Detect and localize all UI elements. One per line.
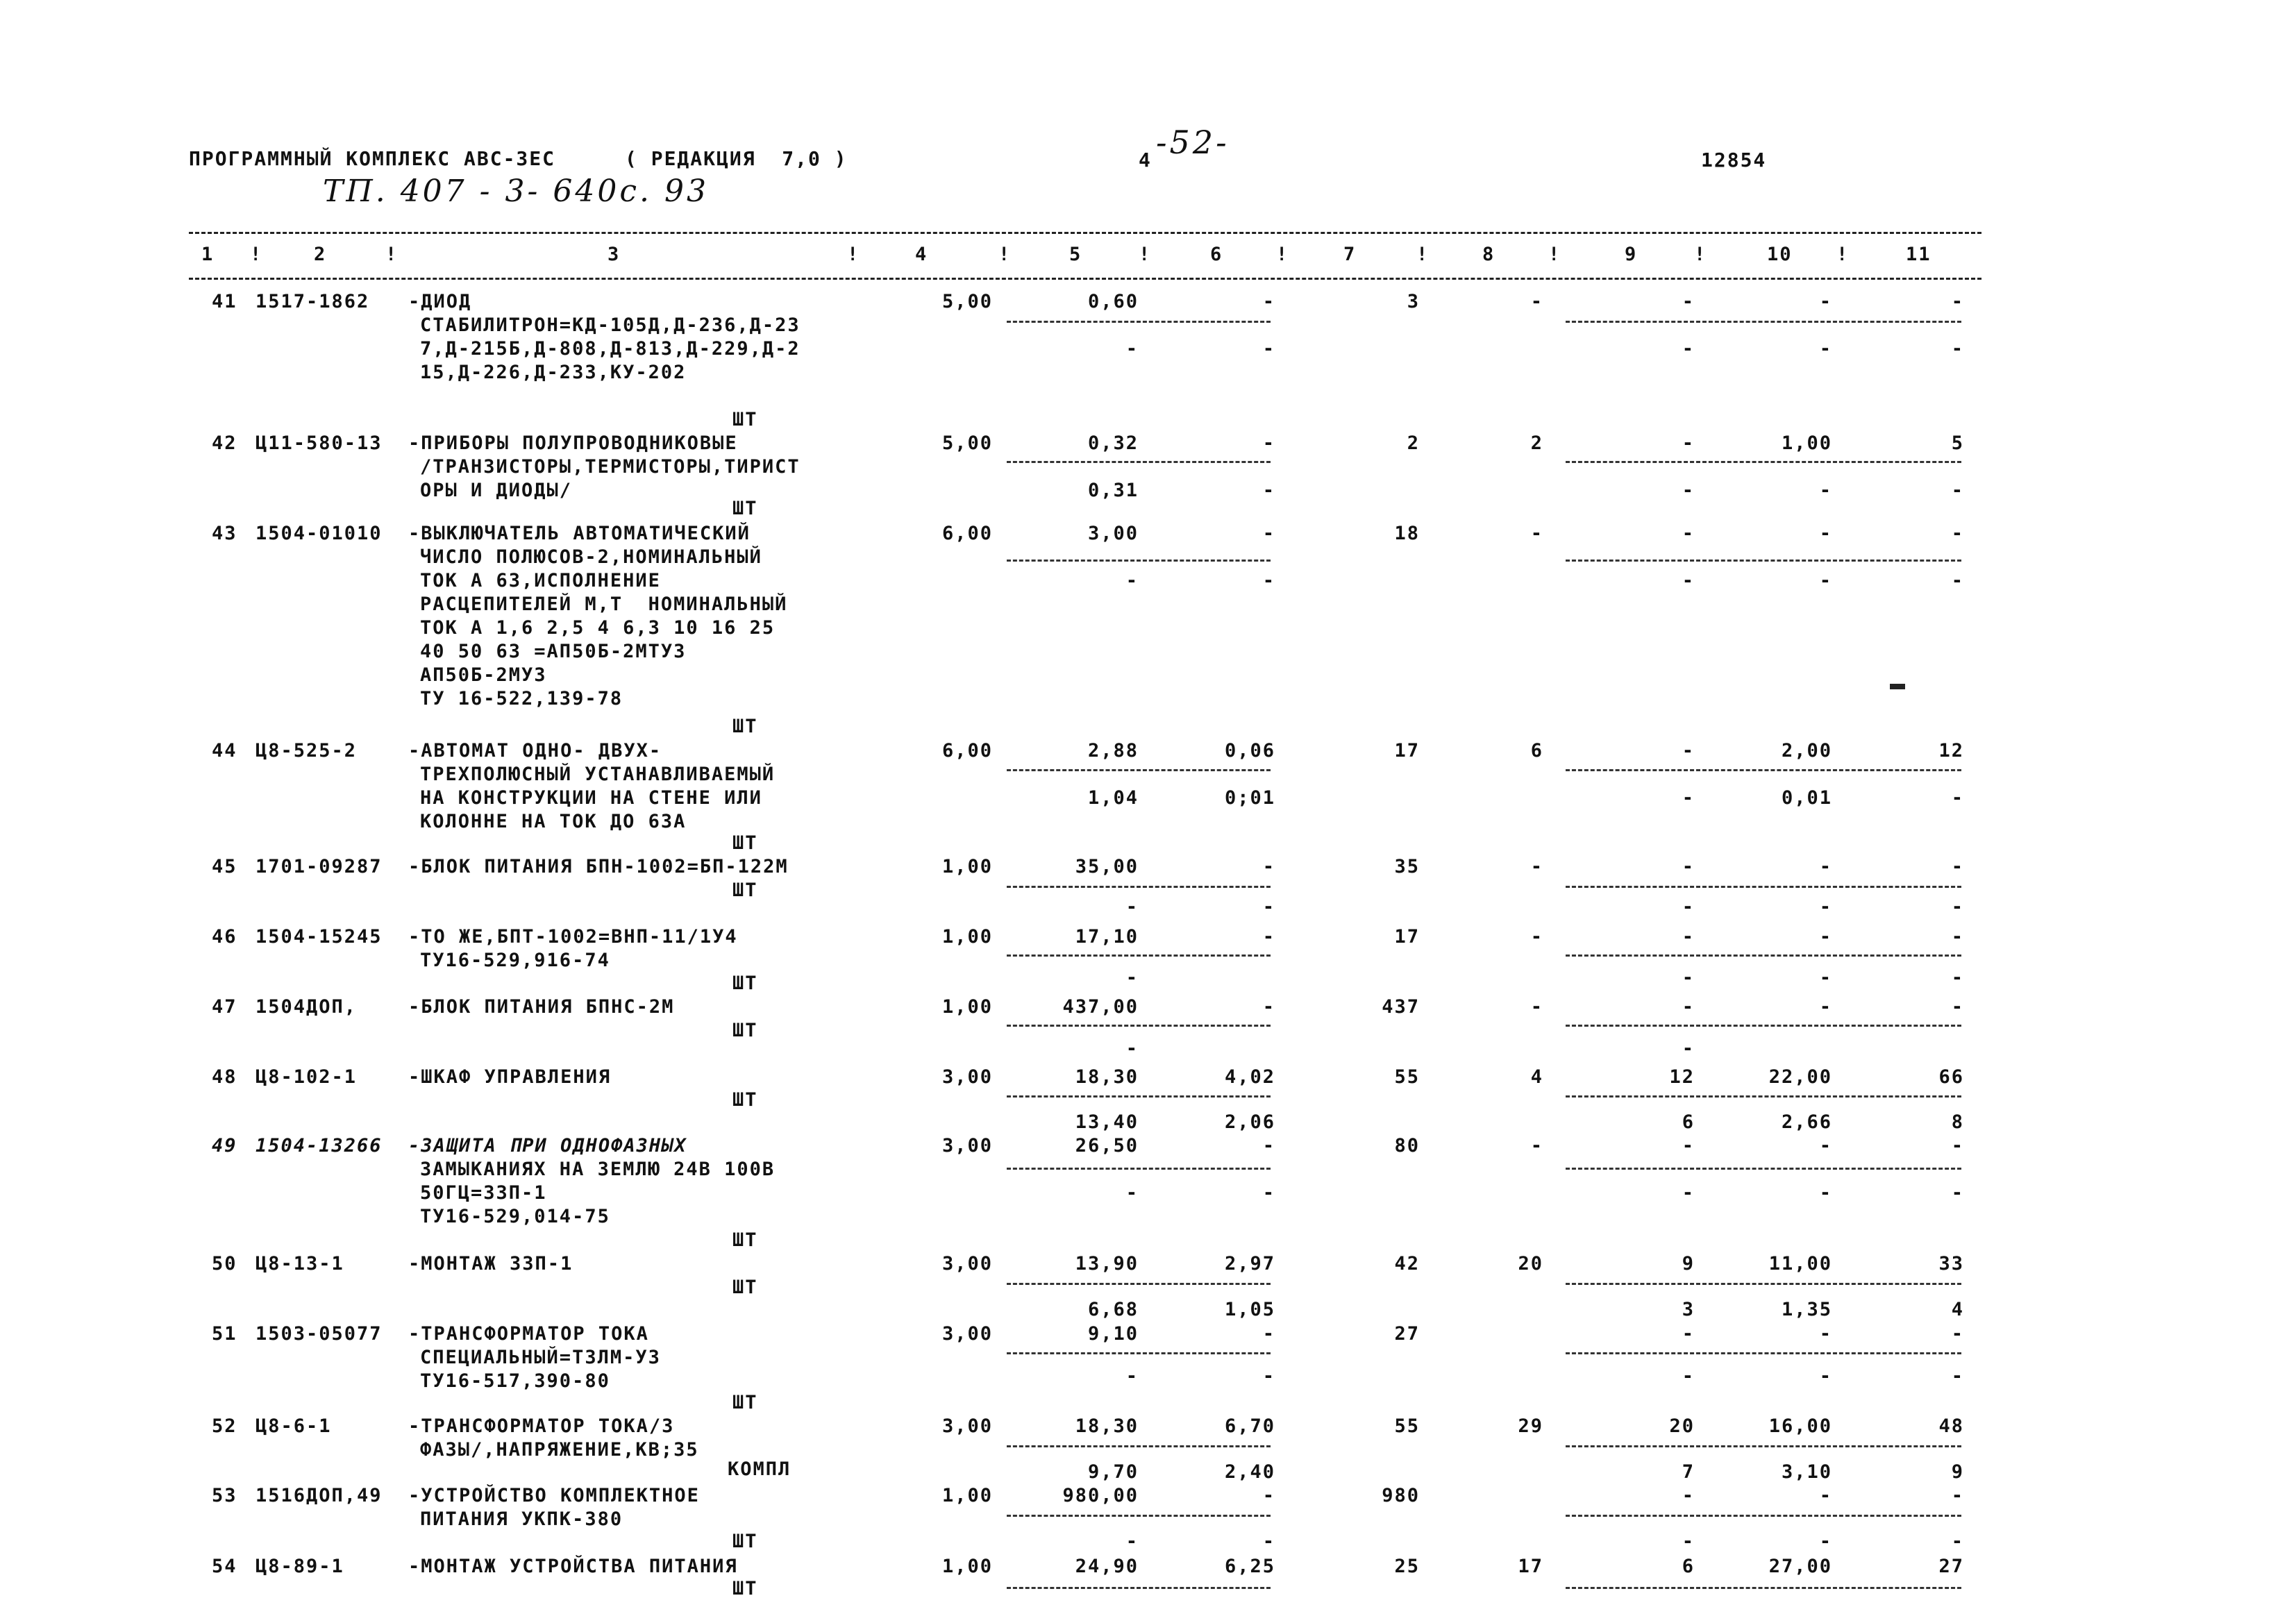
cell-col5-lower: -	[1125, 1038, 1139, 1059]
cell-col9-lower: -	[1682, 896, 1695, 918]
row-desc-line: -ПРИБОРЫ ПОЛУПРОВОДНИКОВЫЕ	[408, 432, 738, 454]
row-desc-line: 50ГЦ=33П-1	[420, 1182, 547, 1204]
col-header-7: 7	[1343, 244, 1357, 265]
row-code: 1701-09287	[255, 856, 383, 877]
cell-col10-lower: -	[1819, 338, 1832, 360]
row-desc-line: -ТО ЖЕ,БПТ-1002=ВНП-11/1У4	[408, 926, 738, 948]
row-desc-line: ЗАМЫКАНИЯХ НА ЗЕМЛЮ 24В 100В	[420, 1159, 776, 1180]
cell-col9-lower: 6	[1682, 1111, 1695, 1133]
cell-col5-lower: 9,70	[1087, 1461, 1139, 1483]
row-desc-line: -УСТРОЙСТВО КОМПЛЕКТНОЕ	[408, 1485, 700, 1506]
cell-col4: 5,00	[941, 291, 993, 312]
row-desc-line: КОЛОННЕ НА ТОК ДО 63А	[420, 811, 687, 832]
cell-col7: 980	[1382, 1485, 1420, 1506]
cell-col5: 35,00	[1075, 856, 1139, 877]
document-page: ПРОГРАММНЫЙ КОМПЛЕКС АВС-3ЕС ( РЕДАКЦИЯ 7,0 ) 4 -52- 12854 ТП. 407 - 3- 640с. 93 1 2 3 4 5 6 7 8 9 10 11 ! ! ! ! ! ! ! ! ! ! 41 1517-1862 -ДИОД СТАБИЛИТРОН=КД-105Д,Д-236,Д-23 7,Д-215Б,Д-808,Д-813,Д-229,Д-2 15,Д-226,Д-233,КУ-202 ШТ 5,00 0,60 - 3 - - - - - - - - - 42 Ц11-580-13 -ПРИБОРЫ ПОЛУПРОВОДНИКОВЫЕ /ТРАНЗИСТОРЫ,ТЕРМИСТОРЫ,ТИРИСТ ОРЫ И ДИОДЫ/ ШТ 5,00 0,32 - 2 2 - 1,00 5 0,31 - - - - 43 1504-01010 -ВЫКЛЮЧАТЕЛЬ АВТОМАТИЧЕСКИЙ ЧИСЛО ПОЛЮСОВ-2,НОМИНАЛЬНЫЙ ТОК А 63,ИСПОЛНЕНИЕ РАСЦЕПИТЕЛЕЙ М,Т НОМИНАЛЬНЫЙ ТОК А 1,6 2,5 4 6,3 10 16 25 40 50 63 =АП50Б-2МТУ3 АП50Б-2МУ3 ТУ 16-522,139-78 ШТ 6,00 3,00 - 18 - - - - - - - - - 44 Ц8-525-2 -АВТОМАТ ОДНО- ДВУХ- ТРЕХПОЛЮСНЫЙ УСТАНАВЛИВАЕМЫЙ НА КОНСТРУКЦИИ НА СТЕНЕ ИЛИ КОЛОННЕ НА ТОК ДО 63А ШТ 6,00 2,88 0,06 17 6 - 2,00 12 1,04 0;01 - 0,01 - 45 1701-09287 -БЛОК ПИТАНИЯ БПН-1002=БП-122М ШТ 1,00 35,00 - 35 - - - - - - - - - 46 1504-15245 -ТО ЖЕ,БПТ-1002=ВНП-11/1У4 ТУ16-529,916-74 ШТ 1,00 17,10 - 17 - - - - - - - - 47 1504ДОП, -БЛОК ПИТАНИЯ БПНС-2М ШТ 1,00 437,00 - 437 - - - - - - 48 Ц8-102-1 -ШКАФ УПРАВЛЕНИЯ ШТ 3,00 18,30 4,02 55 4 12 22,00 66 13,40 2,06 6 2,66 8 49 1504-13266 -ЗАЩИТА ПРИ ОДНОФАЗНЫХ ЗАМЫКАНИЯХ НА ЗЕМЛЮ 24В 100В 50ГЦ=33П-1 ТУ16-529,014-75 ШТ 3,00 26,50 - 80 - - - - - - - - - 50 Ц8-13-1 -МОНТАЖ 33П-1 ШТ 3,00 13,90 2,97 42 20 9 11,00 33 6,68 1,05 3 1,35 4 51 1503-05077 -ТРАНСФОРМАТОР ТОКА СПЕЦИАЛЬНЫЙ=ТЗЛМ-У3 ТУ16-517,390-80 ШТ 3,00 9,10 - 27 - - - - - - - - 52 Ц8-6-1 -ТРАНСФОРМАТОР ТОКА/3 ФАЗЫ/,НАПРЯЖЕНИЕ,КВ;35 КОМПЛ 3,00 18,30 6,70 55 29 20 16,00 48 9,70 2,40 7 3,10 9 53 1516ДОП,49 -УСТРОЙСТВО КОМПЛЕКТНОЕ ПИТАНИЯ УКПК-380 ШТ 1,00 980,00 - 980 - - - - - - - - 54 Ц8-89-1 -МОНТАЖ УСТРОЙСТВА ПИТАНИЯ ШТ 1,00 24,90 6,25 25 17 6 27,00 27	[0, 0, 2296, 1623]
cell-col6-lower: -	[1262, 1182, 1275, 1204]
cell-col5-lower: -	[1125, 338, 1139, 360]
cell-col10: -	[1819, 1135, 1832, 1157]
row-code: 1517-1862	[255, 291, 370, 312]
cell-col8: -	[1530, 523, 1543, 544]
cell-col6-lower: -	[1262, 1365, 1275, 1387]
row-desc-line: РАСЦЕПИТЕЛЕЙ М,Т НОМИНАЛЬНЫЙ	[420, 594, 788, 615]
row-unit: ШТ	[732, 1277, 758, 1298]
cell-col9-lower: -	[1682, 1531, 1695, 1552]
row-code: 1504-13266	[255, 1135, 383, 1157]
row-desc-line: ТУ 16-522,139-78	[420, 688, 623, 709]
row-desc-line: -ШКАФ УПРАВЛЕНИЯ	[408, 1066, 612, 1088]
cell-col4: 3,00	[941, 1253, 993, 1275]
cell-col9: -	[1682, 291, 1695, 312]
cell-col6: -	[1262, 926, 1275, 948]
row-desc-line: -МОНТАЖ 33П-1	[408, 1253, 573, 1275]
cell-col10-lower: 2,66	[1781, 1111, 1832, 1133]
row-desc-line: ФАЗЫ/,НАПРЯЖЕНИЕ,КВ;35	[420, 1439, 699, 1461]
cell-col7: 25	[1394, 1556, 1420, 1577]
cell-col6: -	[1262, 291, 1275, 312]
row-desc-line: 7,Д-215Б,Д-808,Д-813,Д-229,Д-2	[420, 338, 801, 360]
row-desc-line: -ВЫКЛЮЧАТЕЛЬ АВТОМАТИЧЕСКИЙ	[408, 523, 751, 544]
cell-col7: 3	[1407, 291, 1420, 312]
cell-col9: 9	[1682, 1253, 1695, 1275]
handwritten-reference: ТП. 407 - 3- 640с. 93	[323, 174, 709, 209]
cell-col10: -	[1819, 1485, 1832, 1506]
row-unit: ШТ	[732, 832, 758, 854]
cell-col11: 48	[1938, 1415, 1964, 1437]
cell-col8: -	[1530, 1135, 1543, 1157]
row-desc-line: АП50Б-2МУ3	[420, 664, 547, 686]
cell-col11-lower: -	[1951, 338, 1964, 360]
cell-col7: 42	[1394, 1253, 1420, 1275]
cell-col4: 6,00	[941, 523, 993, 544]
cell-col11-lower: -	[1951, 787, 1964, 809]
row-unit: ШТ	[732, 1531, 758, 1552]
cell-col5-lower: 13,40	[1075, 1111, 1139, 1133]
cell-col10: -	[1819, 1323, 1832, 1345]
cell-col9-lower: -	[1682, 967, 1695, 989]
cell-col6-lower: -	[1262, 570, 1275, 591]
row-desc-line: -ТРАНСФОРМАТОР ТОКА/3	[408, 1415, 675, 1437]
row-code: Ц8-102-1	[255, 1066, 358, 1088]
cell-col6-lower: -	[1262, 480, 1275, 501]
cell-col10-lower: -	[1819, 1531, 1832, 1552]
row-unit: ШТ	[732, 1229, 758, 1251]
col-header-11: 11	[1906, 244, 1932, 265]
cell-col5: 0,60	[1087, 291, 1139, 312]
cell-col9: 12	[1669, 1066, 1695, 1088]
cell-col10: 27,00	[1768, 1556, 1832, 1577]
cell-col8: 2	[1530, 432, 1543, 454]
col-header-10: 10	[1767, 244, 1793, 265]
row-unit: ШТ	[732, 973, 758, 994]
cell-col7: 17	[1394, 740, 1420, 762]
cell-col6: 2,97	[1224, 1253, 1275, 1275]
cell-col4: 3,00	[941, 1415, 993, 1437]
cell-col8: -	[1530, 291, 1543, 312]
cell-col4: 5,00	[941, 432, 993, 454]
cell-col5-lower: -	[1125, 1182, 1139, 1204]
cell-col8: -	[1530, 996, 1543, 1018]
cell-col5-lower: -	[1125, 570, 1139, 591]
cell-col10: -	[1819, 291, 1832, 312]
cell-col10: 2,00	[1781, 740, 1832, 762]
cell-col9: -	[1682, 1485, 1695, 1506]
cell-col8: -	[1530, 856, 1543, 877]
cell-col11: -	[1951, 926, 1964, 948]
cell-col8: 4	[1530, 1066, 1543, 1088]
document-code: 12854	[1701, 149, 1767, 171]
cell-col6: -	[1262, 523, 1275, 544]
cell-col10: 1,00	[1781, 432, 1832, 454]
cell-col6: 0,06	[1224, 740, 1275, 762]
cell-col6-lower: 0;01	[1224, 787, 1275, 809]
cell-col4: 1,00	[941, 926, 993, 948]
row-number: 47	[212, 996, 237, 1018]
cell-col4: 3,00	[941, 1323, 993, 1345]
table-header-rule	[189, 278, 1981, 280]
col-header-6: 6	[1210, 244, 1223, 265]
cell-col11-lower: 8	[1951, 1111, 1964, 1133]
row-code: Ц8-13-1	[255, 1253, 344, 1275]
row-code: 1504-15245	[255, 926, 383, 948]
row-code: 1504-01010	[255, 523, 383, 544]
cell-col5: 17,10	[1075, 926, 1139, 948]
row-unit: ШТ	[732, 880, 758, 901]
row-number: 44	[212, 740, 237, 762]
cell-col9-lower: 7	[1682, 1461, 1695, 1483]
row-number: 46	[212, 926, 237, 948]
row-number: 53	[212, 1485, 237, 1506]
cell-col5: 980,00	[1062, 1485, 1139, 1506]
table-top-rule	[189, 232, 1981, 234]
cell-col11-lower: -	[1951, 480, 1964, 501]
cell-col10-lower: -	[1819, 967, 1832, 989]
cell-col9: -	[1682, 856, 1695, 877]
row-desc-line: 15,Д-226,Д-233,КУ-202	[420, 362, 687, 383]
cell-col10-lower: 1,35	[1781, 1299, 1832, 1320]
cell-col6: 4,02	[1224, 1066, 1275, 1088]
cell-col6: 6,70	[1224, 1415, 1275, 1437]
cell-col5: 0,32	[1087, 432, 1139, 454]
row-code: Ц8-525-2	[255, 740, 358, 762]
row-desc-line: ТУ16-529,014-75	[420, 1206, 610, 1227]
cell-col11: -	[1951, 523, 1964, 544]
cell-col5: 18,30	[1075, 1415, 1139, 1437]
cell-col10: 11,00	[1768, 1253, 1832, 1275]
row-code: 1504ДОП,	[255, 996, 358, 1018]
cell-col11: 33	[1938, 1253, 1964, 1275]
col-header-3: 3	[607, 244, 621, 265]
cell-col10-lower: -	[1819, 896, 1832, 918]
cell-col4: 3,00	[941, 1135, 993, 1157]
row-desc-line: -ЗАЩИТА ПРИ ОДНОФАЗНЫХ	[408, 1135, 687, 1157]
cell-col5: 26,50	[1075, 1135, 1139, 1157]
cell-col6: -	[1262, 996, 1275, 1018]
row-unit: ШТ	[732, 1578, 758, 1599]
row-desc-line: -МОНТАЖ УСТРОЙСТВА ПИТАНИЯ	[408, 1556, 738, 1577]
cell-col7: 35	[1394, 856, 1420, 877]
cell-col11-lower: -	[1951, 896, 1964, 918]
cell-col10-lower: -	[1819, 1365, 1832, 1387]
cell-col11: -	[1951, 1485, 1964, 1506]
cell-col7: 17	[1394, 926, 1420, 948]
cell-col7: 27	[1394, 1323, 1420, 1345]
row-code: Ц8-89-1	[255, 1556, 344, 1577]
cell-col6-lower: -	[1262, 896, 1275, 918]
cell-col5: 24,90	[1075, 1556, 1139, 1577]
cell-col11: 27	[1938, 1556, 1964, 1577]
cell-col9: -	[1682, 1135, 1695, 1157]
cell-col7: 437	[1382, 996, 1420, 1018]
col-header-9: 9	[1625, 244, 1638, 265]
row-number: 41	[212, 291, 237, 312]
row-number: 51	[212, 1323, 237, 1345]
cell-col11: 66	[1938, 1066, 1964, 1088]
row-unit: ШТ	[732, 498, 758, 519]
cell-col5-lower: -	[1125, 1365, 1139, 1387]
cell-col10-lower: 3,10	[1781, 1461, 1832, 1483]
cell-col10: 22,00	[1768, 1066, 1832, 1088]
cell-col6-lower: 1,05	[1224, 1299, 1275, 1320]
cell-col6: -	[1262, 432, 1275, 454]
cell-col4: 1,00	[941, 1485, 993, 1506]
cell-col7: 2	[1407, 432, 1420, 454]
row-unit: ШТ	[732, 409, 758, 430]
row-desc-line: СПЕЦИАЛЬНЫЙ=ТЗЛМ-У3	[420, 1347, 661, 1368]
cell-col10-lower: -	[1819, 1182, 1832, 1204]
cell-col4: 6,00	[941, 740, 993, 762]
cell-col7: 18	[1394, 523, 1420, 544]
row-code: 1503-05077	[255, 1323, 383, 1345]
row-desc-line: ТОК А 1,6 2,5 4 6,3 10 16 25	[420, 617, 776, 639]
cell-col5-lower: 0,31	[1087, 480, 1139, 501]
cell-col5: 2,88	[1087, 740, 1139, 762]
row-code: Ц8-6-1	[255, 1415, 332, 1437]
cell-col5: 9,10	[1087, 1323, 1139, 1345]
col-header-8: 8	[1482, 244, 1495, 265]
row-unit: ШТ	[732, 1020, 758, 1041]
cell-col8: -	[1530, 926, 1543, 948]
cell-col10: -	[1819, 996, 1832, 1018]
cell-col8: 17	[1518, 1556, 1543, 1577]
row-number: 45	[212, 856, 237, 877]
row-desc-line: /ТРАНЗИСТОРЫ,ТЕРМИСТОРЫ,ТИРИСТ	[420, 456, 801, 478]
cell-col6-lower: -	[1262, 1531, 1275, 1552]
row-unit: ШТ	[732, 1392, 758, 1413]
cell-col9: -	[1682, 926, 1695, 948]
cell-col9-lower: -	[1682, 1365, 1695, 1387]
page-prefix: 4	[1139, 149, 1152, 171]
cell-col6-lower: 2,06	[1224, 1111, 1275, 1133]
cell-col11: -	[1951, 1135, 1964, 1157]
row-desc-line: -АВТОМАТ ОДНО- ДВУХ-	[408, 740, 662, 762]
cell-col6-lower: -	[1262, 338, 1275, 360]
cell-col5: 3,00	[1087, 523, 1139, 544]
cell-col10: -	[1819, 856, 1832, 877]
row-unit: ШТ	[732, 1089, 758, 1111]
row-desc-line: СТАБИЛИТРОН=КД-105Д,Д-236,Д-23	[420, 314, 801, 336]
cell-col7: 80	[1394, 1135, 1420, 1157]
cell-col11-lower: -	[1951, 1182, 1964, 1204]
cell-col11-lower: -	[1951, 967, 1964, 989]
row-desc-line: ПИТАНИЯ УКПК-380	[420, 1508, 623, 1530]
row-code: 1516ДОП,49	[255, 1485, 383, 1506]
program-title: ПРОГРАММНЫЙ КОМПЛЕКС АВС-3ЕС	[189, 147, 556, 170]
row-number: 48	[212, 1066, 237, 1088]
row-unit: КОМПЛ	[728, 1458, 791, 1480]
row-number: 42	[212, 432, 237, 454]
cell-col9: -	[1682, 1323, 1695, 1345]
cell-col11: -	[1951, 1323, 1964, 1345]
cell-col11: -	[1951, 996, 1964, 1018]
cell-col11-lower: -	[1951, 1531, 1964, 1552]
cell-col9-lower: -	[1682, 338, 1695, 360]
cell-col5-lower: 1,04	[1087, 787, 1139, 809]
cell-col9-lower: 3	[1682, 1299, 1695, 1320]
cell-col4: 3,00	[941, 1066, 993, 1088]
row-number: 50	[212, 1253, 237, 1275]
cell-col9: 20	[1669, 1415, 1695, 1437]
cell-col8: 29	[1518, 1415, 1543, 1437]
cell-col6: -	[1262, 856, 1275, 877]
cell-col8: 6	[1530, 740, 1543, 762]
cell-col5-lower: -	[1125, 1531, 1139, 1552]
row-desc-line: 40 50 63 =АП50Б-2МТУ3	[420, 641, 687, 662]
cell-col11: 12	[1938, 740, 1964, 762]
cell-col11: -	[1951, 856, 1964, 877]
cell-col10-lower: -	[1819, 480, 1832, 501]
cell-col6: 6,25	[1224, 1556, 1275, 1577]
cell-col5-lower: -	[1125, 967, 1139, 989]
col-header-1: 1	[201, 244, 215, 265]
cell-col9: -	[1682, 996, 1695, 1018]
cell-col9-lower: -	[1682, 1182, 1695, 1204]
cell-col7: 55	[1394, 1415, 1420, 1437]
row-number: 43	[212, 523, 237, 544]
cell-col11: -	[1951, 291, 1964, 312]
row-desc-line: -ТРАНСФОРМАТОР ТОКА	[408, 1323, 649, 1345]
cell-col11: 5	[1951, 432, 1964, 454]
cell-col8: 20	[1518, 1253, 1543, 1275]
cell-col10: 16,00	[1768, 1415, 1832, 1437]
row-code: Ц11-580-13	[255, 432, 383, 454]
cell-col10-lower: -	[1819, 570, 1832, 591]
ink-mark	[1890, 684, 1905, 689]
cell-col11-lower: 4	[1951, 1299, 1964, 1320]
cell-col9-lower: -	[1682, 570, 1695, 591]
cell-col6-lower: 2,40	[1224, 1461, 1275, 1483]
row-desc-line: ОРЫ И ДИОДЫ/	[420, 480, 573, 501]
row-desc-line: ТОК А 63,ИСПОЛНЕНИЕ	[420, 570, 661, 591]
row-desc-line: -БЛОК ПИТАНИЯ БПНС-2М	[408, 996, 675, 1018]
cell-col9-lower: -	[1682, 1038, 1695, 1059]
col-header-2: 2	[314, 244, 327, 265]
cell-col10-lower: 0,01	[1781, 787, 1832, 809]
page-number: -52-	[1156, 124, 1230, 161]
cell-col6: -	[1262, 1323, 1275, 1345]
cell-col6: -	[1262, 1485, 1275, 1506]
cell-col9-lower: -	[1682, 787, 1695, 809]
row-desc-line: НА КОНСТРУКЦИИ НА СТЕНЕ ИЛИ	[420, 787, 762, 809]
cell-col9: 6	[1682, 1556, 1695, 1577]
cell-col10: -	[1819, 926, 1832, 948]
cell-col11-lower: -	[1951, 570, 1964, 591]
cell-col4: 1,00	[941, 1556, 993, 1577]
row-desc-line: ТУ16-517,390-80	[420, 1370, 610, 1392]
cell-col11-lower: -	[1951, 1365, 1964, 1387]
cell-col5: 13,90	[1075, 1253, 1139, 1275]
cell-col4: 1,00	[941, 856, 993, 877]
cell-col9: -	[1682, 740, 1695, 762]
cell-col5-lower: 6,68	[1087, 1299, 1139, 1320]
cell-col9: -	[1682, 432, 1695, 454]
row-desc-line: ЧИСЛО ПОЛЮСОВ-2,НОМИНАЛЬНЫЙ	[420, 546, 762, 568]
col-header-4: 4	[915, 244, 928, 265]
row-desc-line: -ДИОД	[408, 291, 472, 312]
row-desc-line: -БЛОК ПИТАНИЯ БПН-1002=БП-122М	[408, 856, 789, 877]
row-desc-line: ТРЕХПОЛЮСНЫЙ УСТАНАВЛИВАЕМЫЙ	[420, 764, 776, 785]
row-number: 54	[212, 1556, 237, 1577]
cell-col4: 1,00	[941, 996, 993, 1018]
cell-col6: -	[1262, 1135, 1275, 1157]
cell-col5: 437,00	[1062, 996, 1139, 1018]
row-number: 49	[212, 1135, 237, 1157]
row-number: 52	[212, 1415, 237, 1437]
cell-col7: 55	[1394, 1066, 1420, 1088]
cell-col9: -	[1682, 523, 1695, 544]
cell-col5: 18,30	[1075, 1066, 1139, 1088]
edition-label: ( РЕДАКЦИЯ 7,0 )	[625, 147, 848, 170]
cell-col11-lower: 9	[1951, 1461, 1964, 1483]
row-desc-line: ТУ16-529,916-74	[420, 950, 610, 971]
col-header-5: 5	[1069, 244, 1082, 265]
cell-col9-lower: -	[1682, 480, 1695, 501]
row-unit: ШТ	[732, 716, 758, 737]
cell-col5-lower: -	[1125, 896, 1139, 918]
cell-col10: -	[1819, 523, 1832, 544]
